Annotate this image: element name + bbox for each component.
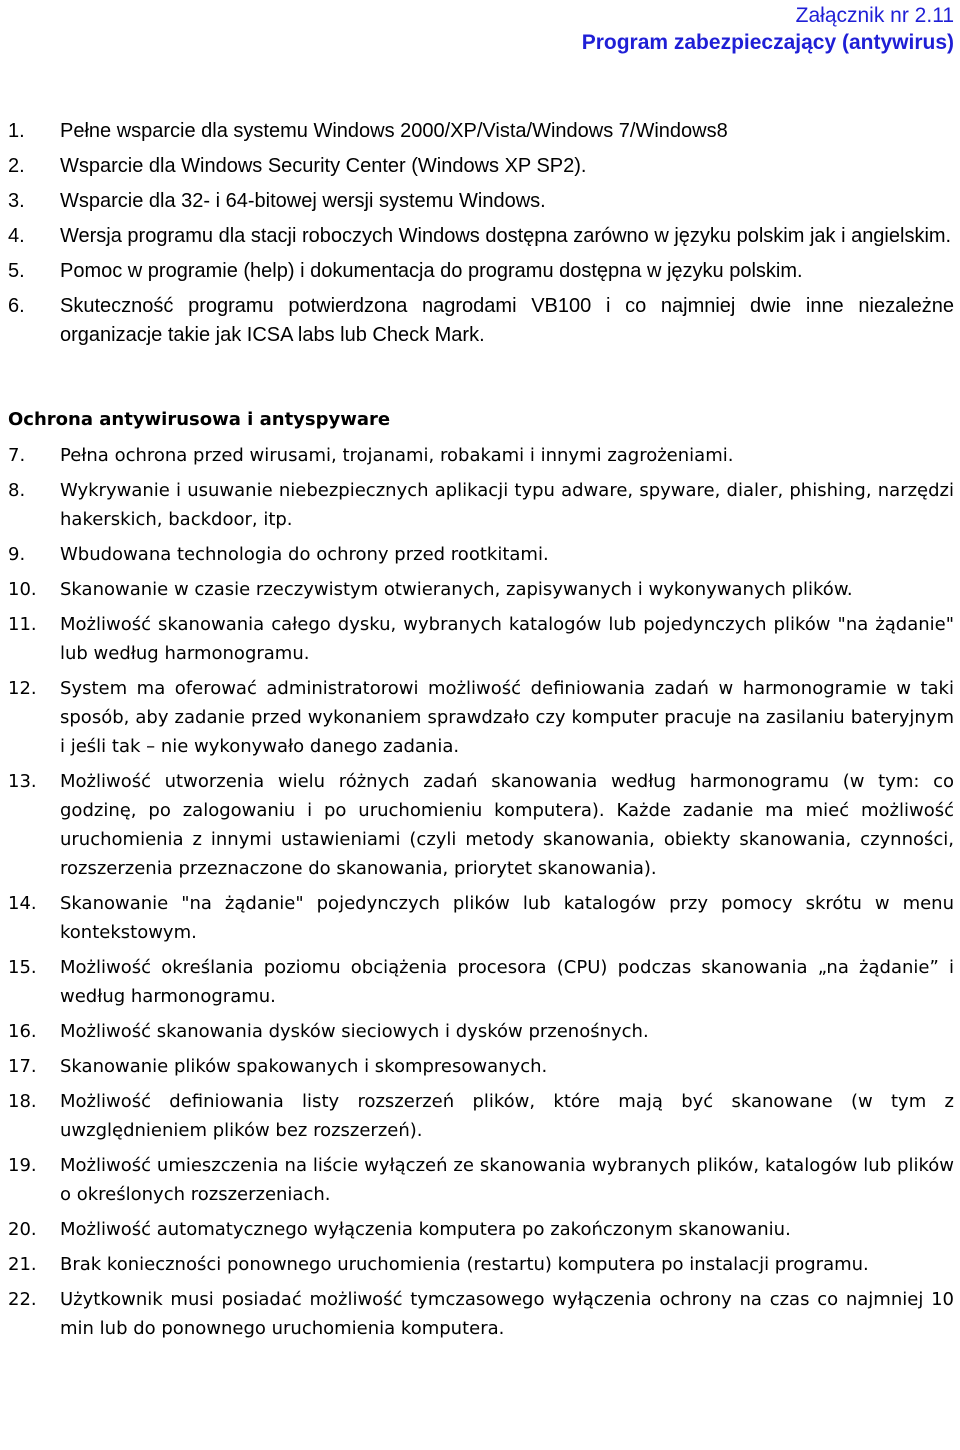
list-item <box>8 953 954 1011</box>
item-text: System ma oferować administratorowi możliwość definiowania zadań w harmonogramie w taki sposób, aby zadanie przed wykonaniem sprawdzało czy komputer pracuje na zasilaniu bateryjnym i jeśli tak – nie wykonywało danego zadania. <box>60 678 954 757</box>
list-item <box>8 257 954 286</box>
item-text: Pełne wsparcie dla systemu Windows 2000/XP/Vista/Windows 7/Windows8 <box>60 120 728 142</box>
item-text: Pomoc w programie (help) i dokumentacja do programu dostępna w języku polskim. <box>60 260 803 282</box>
item-text: Możliwość utworzenia wielu różnych zadań skanowania według harmonogramu (w tym: co godzinę, po zalogowaniu i po uruchomieniu komputera). Każde zadanie ma mieć możliwość uruchomienia z innymi ustawieniami (czyli metody skanowania, obiekty skanowania, czynności, rozszerzenia przeznaczone do skanowania, priorytet skanowania). <box>60 771 954 879</box>
list-item <box>8 767 954 883</box>
item-text: Wersja programu dla stacji roboczych Windows dostępna zarówno w języku polskim jak i angielskim. <box>60 225 952 247</box>
general-requirements-list <box>8 117 954 356</box>
list-item <box>8 540 954 569</box>
item-text: Skuteczność programu potwierdzona nagrodami VB100 i co najmniej dwie inne niezależne organizacje takie jak ICSA labs lub Check Mark. <box>60 295 954 346</box>
item-text: Możliwość skanowania całego dysku, wybranych katalogów lub pojedynczych plików "na żądanie" lub według harmonogramu. <box>60 614 954 664</box>
item-number: 16. <box>8 1021 37 1042</box>
annex-number: Załącznik nr 2.11 <box>795 4 954 27</box>
list-item <box>8 476 954 534</box>
list-item <box>8 1087 954 1145</box>
item-number: 17. <box>8 1056 37 1077</box>
item-number: 11. <box>8 614 37 635</box>
antivirus-requirements-list <box>8 441 954 1349</box>
list-item <box>8 1285 954 1343</box>
document-title: Program zabezpieczający (antywirus) <box>581 31 954 54</box>
item-number: 10. <box>8 579 37 600</box>
item-text: Wbudowana technologia do ochrony przed rootkitami. <box>60 544 549 565</box>
section-heading: Ochrona antywirusowa i antyspyware <box>8 409 391 430</box>
item-text: Skanowanie w czasie rzeczywistym otwieranych, zapisywanych i wykonywanych plików. <box>60 579 853 600</box>
item-number: 12. <box>8 678 37 699</box>
item-number: 18. <box>8 1091 37 1112</box>
item-text: Skanowanie "na żądanie" pojedynczych plików lub katalogów przy pomocy skrótu w menu kontekstowym. <box>60 893 954 943</box>
item-number: 2. <box>8 155 25 177</box>
list-item <box>8 1017 954 1046</box>
item-number: 14. <box>8 893 37 914</box>
item-number: 6. <box>8 295 25 317</box>
list-item <box>8 222 954 251</box>
item-number: 1. <box>8 120 25 142</box>
list-item <box>8 187 954 216</box>
item-number: 22. <box>8 1289 37 1310</box>
list-item <box>8 610 954 668</box>
item-number: 4. <box>8 225 25 247</box>
item-text: Wsparcie dla 32- i 64-bitowej wersji systemu Windows. <box>60 190 546 212</box>
item-text: Wykrywanie i usuwanie niebezpiecznych aplikacji typu adware, spyware, dialer, phishing, narzędzi hakerskich, backdoor, itp. <box>60 480 954 530</box>
item-text: Użytkownik musi posiadać możliwość tymczasowego wyłączenia ochrony na czas co najmniej 10 min lub do ponownego uruchomienia komputera. <box>60 1289 954 1339</box>
document-header <box>582 2 954 56</box>
item-number: 3. <box>8 190 25 212</box>
item-text: Pełna ochrona przed wirusami, trojanami, robakami i innymi zagrożeniami. <box>60 445 734 466</box>
item-text: Możliwość automatycznego wyłączenia komputera po zakończonym skanowaniu. <box>60 1219 791 1240</box>
item-number: 20. <box>8 1219 37 1240</box>
list-item <box>8 1151 954 1209</box>
item-text: Możliwość definiowania listy rozszerzeń plików, które mają być skanowane (w tym z uwzględnieniem plików bez rozszerzeń). <box>60 1091 954 1141</box>
list-item <box>8 152 954 181</box>
item-number: 21. <box>8 1254 37 1275</box>
item-number: 15. <box>8 957 37 978</box>
item-text: Możliwość umieszczenia na liście wyłączeń ze skanowania wybranych plików, katalogów lub plików o określonych rozszerzeniach. <box>60 1155 954 1205</box>
item-text: Wsparcie dla Windows Security Center (Windows XP SP2). <box>60 155 587 177</box>
list-item <box>8 292 954 350</box>
list-item <box>8 1215 954 1244</box>
list-item <box>8 889 954 947</box>
item-number: 19. <box>8 1155 37 1176</box>
list-item <box>8 1052 954 1081</box>
item-number: 13. <box>8 771 37 792</box>
item-text: Brak konieczności ponownego uruchomienia (restartu) komputera po instalacji programu. <box>60 1254 869 1275</box>
list-item <box>8 441 954 470</box>
item-number: 7. <box>8 445 26 466</box>
list-item <box>8 117 954 146</box>
list-item <box>8 575 954 604</box>
item-text: Możliwość skanowania dysków sieciowych i dysków przenośnych. <box>60 1021 649 1042</box>
list-item <box>8 674 954 761</box>
item-number: 8. <box>8 480 26 501</box>
item-text: Możliwość określania poziomu obciążenia procesora (CPU) podczas skanowania „na żądanie” i według harmonogramu. <box>60 957 954 1007</box>
item-number: 9. <box>8 544 26 565</box>
item-number: 5. <box>8 260 25 282</box>
item-text: Skanowanie plików spakowanych i skompresowanych. <box>60 1056 548 1077</box>
list-item <box>8 1250 954 1279</box>
